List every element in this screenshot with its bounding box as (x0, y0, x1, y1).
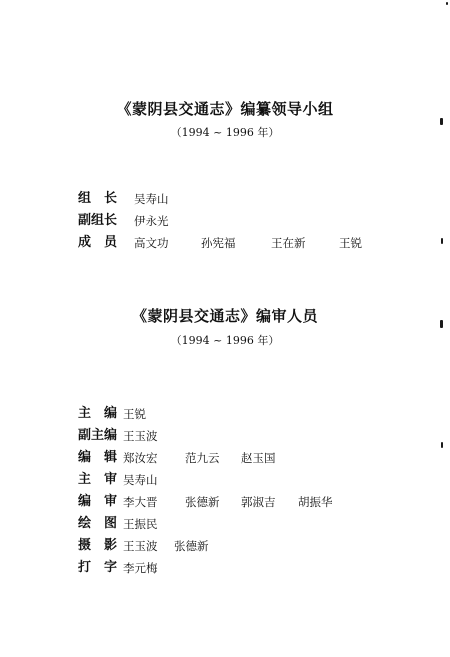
member-name: 郑汝宏 (123, 451, 158, 465)
member-name: 李元梅 (123, 561, 158, 575)
role-label: 成 员 (78, 235, 118, 250)
role-label: 主 审 (78, 472, 118, 487)
section2-row (78, 559, 408, 577)
section2-row (78, 515, 408, 533)
member-name: 张德新 (174, 539, 209, 553)
role-label: 组 长 (78, 191, 118, 206)
scan-speck (446, 2, 448, 5)
role-label: 副组长 (78, 213, 118, 228)
section1-row (78, 212, 408, 230)
section1-row (78, 234, 408, 252)
role-label: 主 编 (78, 406, 118, 421)
member-name: 王玉波 (123, 539, 158, 553)
section2-row (78, 471, 408, 489)
role-label: 编 辑 (78, 450, 118, 465)
member-name: 王振民 (123, 517, 158, 531)
role-label: 编 审 (78, 494, 118, 509)
member-name: 吴寿山 (134, 192, 169, 206)
member-name: 胡振华 (298, 495, 333, 509)
role-label: 绘 图 (78, 516, 118, 531)
member-name: 王锐 (339, 236, 362, 250)
section1-years: （1994 ~ 1996 年） (170, 126, 280, 139)
member-name: 范九云 (185, 451, 220, 465)
member-name: 李大晋 (123, 495, 158, 509)
member-name: 王玉波 (123, 429, 158, 443)
member-name: 郭淑吉 (241, 495, 276, 509)
section1-title: 《蒙阴县交通志》编纂领导小组 (116, 100, 334, 118)
member-name: 王锐 (123, 407, 146, 421)
role-label: 打 字 (78, 560, 118, 575)
section2-row (78, 493, 408, 511)
member-name: 吴寿山 (123, 473, 158, 487)
member-name: 孙宪福 (201, 236, 236, 250)
member-name: 赵玉国 (241, 451, 276, 465)
section2-row (78, 405, 408, 423)
role-label: 副主编 (78, 428, 118, 443)
section2-title: 《蒙阴县交通志》编审人员 (131, 307, 318, 325)
scan-speck (441, 442, 443, 448)
section1-row (78, 190, 408, 208)
member-name: 王在新 (271, 236, 306, 250)
section2-years: （1994 ~ 1996 年） (170, 334, 280, 347)
member-name: 高文功 (134, 236, 169, 250)
section2-row (78, 427, 408, 445)
scan-speck (441, 238, 443, 244)
member-name: 伊永光 (134, 214, 169, 228)
section2-row (78, 449, 408, 467)
section2-row (78, 537, 408, 555)
role-label: 摄 影 (78, 538, 118, 553)
member-name: 张德新 (185, 495, 220, 509)
